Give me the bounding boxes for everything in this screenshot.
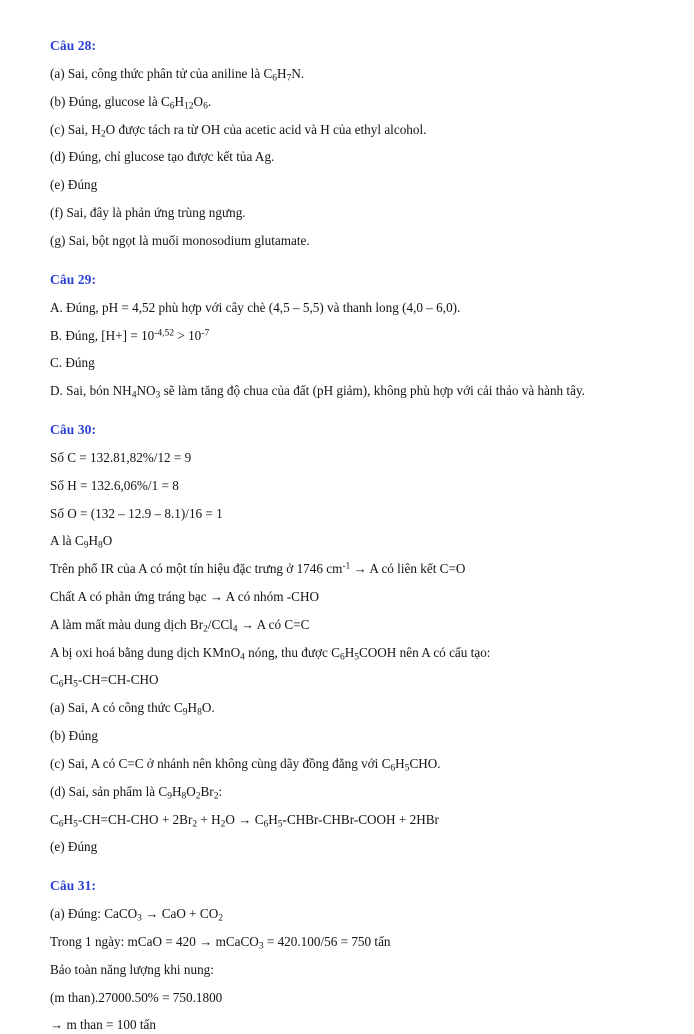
subscript: 6 (169, 101, 175, 112)
subscript: 4 (232, 624, 238, 635)
answer-line: Số C = 132.81,82%/12 = 9 (50, 449, 192, 465)
answer-line: A. Đúng, pH = 4,52 phù hợp với cây chè (4,5 – 5,5) và thanh long (4,0 – 6,0). (50, 299, 461, 315)
answer-line: Số O = (132 – 12.9 – 8.1)/16 = 1 (50, 505, 223, 521)
subscript: 3 (258, 941, 264, 952)
subscript: 5 (73, 680, 78, 691)
subscript: 2 (218, 913, 223, 924)
subscript: 6 (263, 819, 269, 830)
answer-line: Chất A có phản ứng tráng bạc → A có nhóm -CHO (50, 589, 320, 604)
answer-line: Trên phổ IR của A có một tín hiệu đặc trưng ở 1746 $cm^{-1} \to A$ có liên kết C=O (50, 561, 466, 577)
answer-line: A bị oxi hoá bằng dung dịch KMnO$_4$ nóng, thu được $C_6H_5COOH$ nên A có cấu tạo: (50, 644, 491, 663)
question-section (50, 878, 644, 1034)
answer-line: (c) Sai, $H_2O$ được tách ra từ OH của acetic acid và H của ethyl alcohol. (50, 121, 427, 140)
subscript: 8 (197, 707, 202, 718)
subscript: 6 (390, 763, 396, 774)
answer-line: C. Đúng (50, 355, 95, 371)
answer-line: D. Sai, bón $NH_4NO_3$ sẽ làm tăng độ chua của đất (pH giảm), không phù hợp với cải thảo và hành tây. (50, 383, 585, 401)
answer-line: Số H = 132.6,06%/1 = 8 (50, 477, 179, 493)
answer-line: (d) Sai, sản phẩm là $C_9H_8O_2Br_2$: (50, 783, 223, 802)
subscript: 5 (277, 819, 283, 830)
subscript: 6 (203, 101, 208, 112)
question-heading: Câu 29: (50, 271, 97, 287)
subscript: 4 (240, 652, 245, 663)
subscript: 2 (203, 624, 208, 635)
answer-line: (m than).27000.50% = 750.1800 (50, 989, 223, 1005)
answer-line: A làm mất màu dung dịch $Br_2/CCl_4 \to A$ có C=C (50, 616, 310, 635)
answer-line: (e) Đúng (50, 839, 98, 855)
subscript: 6 (58, 819, 64, 830)
subscript: 9 (182, 707, 188, 718)
answer-line: (e) Đúng (50, 177, 98, 193)
answer-line: (d) Đúng, chỉ glucose tạo được kết tủa Ag. (50, 149, 275, 165)
subscript: 4 (131, 390, 137, 401)
subscript: 8 (97, 541, 103, 552)
answer-line: (a) Sai, A có công thức $C_9H_8O$. (50, 700, 215, 718)
question-heading: Câu 31: (50, 878, 97, 894)
answer-line: (a) Đúng: CaCO$_3$ → CaO + $CO_2$ (50, 906, 223, 924)
answer-line: (b) Đúng (50, 728, 98, 744)
subscript: 2 (213, 791, 219, 802)
answer-line: Trong 1 ngày: mCaO = 420 → mCaCO$_3$ = 420.100/56 = 750 tấn (50, 933, 391, 952)
answer-line: $C_6H_5-CH=CH$-CHO (50, 672, 159, 691)
superscript: -4,52 (154, 328, 175, 339)
subscript: 5 (404, 763, 410, 774)
subscript: 2 (195, 791, 201, 802)
superscript: -1 (342, 561, 351, 572)
question-section (50, 38, 644, 250)
subscript: 2 (100, 129, 106, 140)
answer-line: (f) Sai, đây là phản ứng trùng ngưng. (50, 205, 246, 221)
answer-line: (g) Sai, bột ngọt là muối monosodium glutamate. (50, 232, 310, 248)
subscript: 5 (354, 652, 359, 663)
answer-line: (c) Sai, A có C=C ở nhánh nên không cùng dãy đồng đẳng với $C_6H_5CHO$. (50, 755, 441, 774)
subscript: 6 (58, 680, 64, 691)
subscript: 8 (181, 791, 187, 802)
superscript: -7 (201, 328, 210, 339)
subscript: 2 (220, 819, 226, 830)
subscript: 12 (184, 101, 194, 112)
question-section (50, 422, 644, 856)
subscript: 9 (167, 791, 172, 802)
subscript: 6 (272, 73, 278, 84)
answer-line: (a) Sai, công thức phân tử của aniline là $C_6H_7N$. (50, 66, 305, 84)
question-heading: Câu 30: (50, 421, 97, 437)
answer-line: (b) Đúng, glucose là $C_6H_{12}O_6$. (50, 93, 212, 112)
subscript: 2 (192, 819, 198, 830)
subscript: 3 (137, 913, 142, 924)
subscript: 9 (83, 541, 89, 552)
question-section (50, 272, 644, 400)
subscript: 5 (73, 819, 78, 830)
answer-line: B. Đúng, $[H+] = 10^{-4,52} > 10^{-7}$ (50, 327, 210, 343)
answer-line: A là $C_9H_8O$ (50, 533, 113, 552)
answer-line: $C_6H_5-CH=CH$-CHO + $2Br_2 + H_2O$ → $C_6H_5-CHBr-CHBr$-COOH + 2HBr (50, 811, 439, 830)
answer-line: → m than = 100 tấn (50, 1017, 156, 1033)
answer-line: Bảo toàn năng lượng khi nung: (50, 961, 214, 977)
answer-sections (50, 38, 644, 1034)
subscript: 6 (339, 652, 345, 663)
question-heading: Câu 28: (50, 38, 97, 53)
subscript: 7 (286, 73, 292, 84)
subscript: 3 (155, 390, 161, 401)
